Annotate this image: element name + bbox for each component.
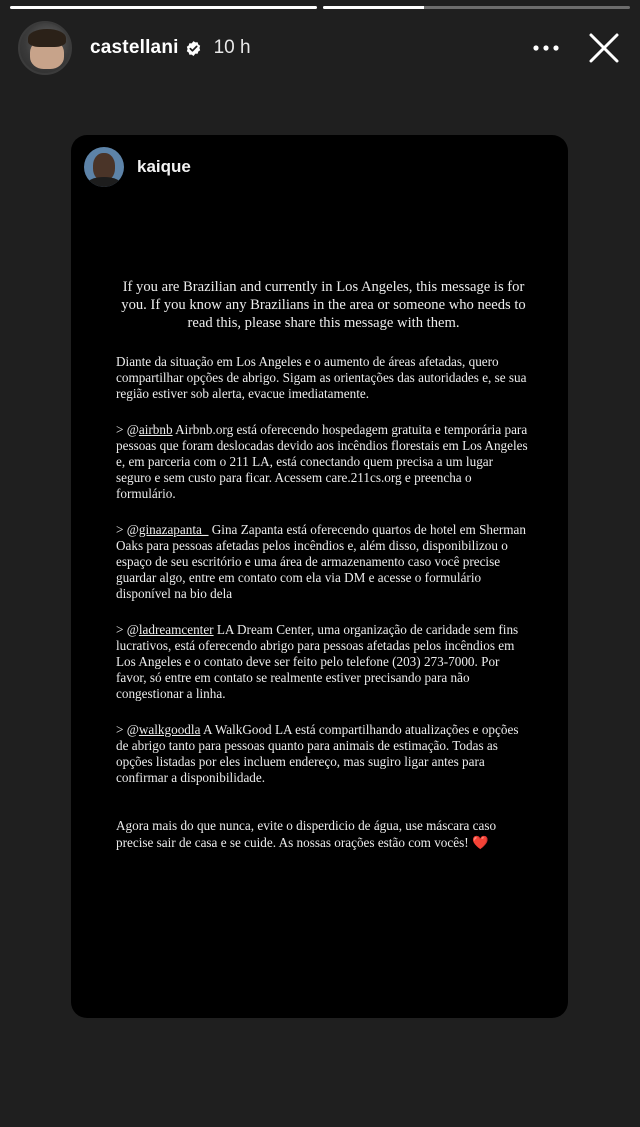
shared-post-card[interactable] xyxy=(71,135,568,1018)
story-header xyxy=(18,20,626,76)
item-text: LA Dream Center, uma organização de caridade sem fins lucrativos, está oferecendo abrigo para pessoas afetadas pelos incêndios em Los Angeles e o contato deve ser feito pelo telefone (203) 273-7000. Por favor, só entre em contato se realmente estiver precisando para não congestionar a linha. xyxy=(116,621,519,702)
story-username[interactable]: castellani xyxy=(90,37,179,58)
mention-ladreamcenter[interactable]: ladreamcenter xyxy=(138,621,214,637)
progress-segment-1 xyxy=(10,6,317,9)
item-text: Airbnb.org está oferecendo hospedagem gratuita e temporária para pessoas que foram deslocadas devido aos incêndios florestais em Los Angeles e, em parceria com o 211 LA, está conectando quem precisa a um lugar seguro e sem custo para ficar. Acessem care.211cs.org e preencha o formulário. xyxy=(116,421,528,502)
closing-text xyxy=(116,818,531,850)
avatar[interactable] xyxy=(18,21,72,75)
item-text: A WalkGood LA está compartilhando atualizações e opções de abrigo tanto para pessoas quanto para animais de estimação. Todas as opções listadas por eles incluem endereço, mas sugiro ligar antes para confirmar a disponibilidade. xyxy=(116,721,519,786)
item-prefix: > @ xyxy=(116,621,139,637)
mention-ginazapanta[interactable]: ginazapanta_ xyxy=(138,521,209,537)
item-prefix: > @ xyxy=(116,521,139,537)
item-text: Gina Zapanta está oferecendo quartos de hotel em Sherman Oaks para pessoas afetadas pelos incêndios e, além disso, disponibilizou o espaço de seu escritório e uma área de armazenamento caso você precise guardar algo, entre em contato com ela via DM e acesse o formulário disponível na bio dela xyxy=(116,521,526,602)
list-item xyxy=(116,522,531,603)
item-prefix: > @ xyxy=(116,421,139,437)
list-item xyxy=(116,422,531,503)
paragraph-text: Diante da situação em Los Angeles e o aumento de áreas afetadas, quero compartilhar opções de abrigo. Sigam as orientações das autoridades e, se sua região estiver sob alerta, evacue imediatamente. xyxy=(116,354,527,402)
close-button[interactable] xyxy=(582,26,626,70)
mention-walkgoodla[interactable]: walkgoodla xyxy=(138,721,201,737)
closing-message: Agora mais do que nunca, evite o disperdicio de água, use máscara caso precise sair de casa e se cuide. As nossas orações estão com vocês! xyxy=(116,818,497,850)
more-options-button[interactable] xyxy=(526,28,566,68)
shared-post-header xyxy=(84,147,191,187)
shared-post-avatar xyxy=(84,147,124,187)
shared-post-username: kaique xyxy=(137,157,191,176)
progress-segment-2 xyxy=(323,6,630,9)
shared-post-body xyxy=(116,278,531,870)
item-prefix: > @ xyxy=(116,721,139,737)
list-item xyxy=(116,622,531,703)
list-item xyxy=(116,722,531,787)
progress-fill xyxy=(10,6,317,9)
intro-text: If you are Brazilian and currently in Los Angeles, this message is for you. If you know any Brazilians in the area or someone who needs to read this, please share this message with them. xyxy=(121,279,526,331)
progress-fill xyxy=(323,6,424,9)
story-progress-bar xyxy=(10,6,630,9)
more-options-icon xyxy=(533,45,559,51)
verified-badge-icon xyxy=(185,40,202,57)
story-timestamp: 10 h xyxy=(213,37,251,58)
heart-emoji: ❤️ xyxy=(471,834,489,850)
mention-airbnb[interactable]: airbnb xyxy=(138,421,173,437)
close-icon xyxy=(588,32,620,64)
